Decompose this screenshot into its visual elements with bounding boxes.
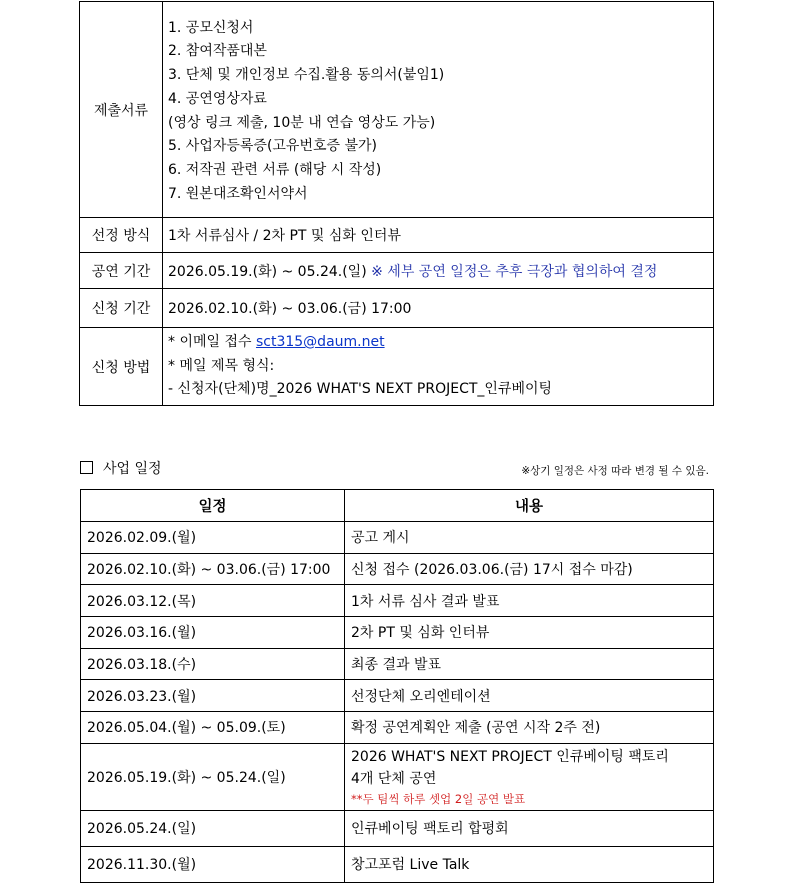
method-row: [80, 328, 714, 406]
method-email-line: [168, 331, 713, 355]
schedule-header-row: [81, 490, 714, 522]
schedule-date: 2026.03.12.(목): [81, 585, 345, 617]
document-item: 4. 공연영상자료: [168, 90, 267, 107]
document-item: 3. 단체 및 개인정보 수집.활용 동의서(붙임1): [168, 67, 445, 84]
info-table: [79, 1, 714, 406]
document-item: 6. 저작권 관련 서류 (해당 시 작성): [168, 161, 382, 178]
schedule-content-line: 4개 단체 공연: [351, 770, 437, 787]
document-item: 1. 공모신청서: [168, 19, 254, 36]
method-cell: [163, 328, 714, 406]
selection-value: 1차 서류심사 / 2차 PT 및 심화 인터뷰: [163, 218, 714, 253]
schedule-table: [80, 489, 714, 883]
content-column-header: 내용: [345, 490, 714, 522]
email-link[interactable]: sct315@daum.net: [255, 333, 385, 350]
schedule-content: 최종 결과 발표: [345, 648, 714, 680]
table-row: [81, 810, 714, 846]
schedule-note: ※상기 일정은 사정 따라 변경 될 수 있음.: [521, 465, 709, 477]
application-period-value: 2026.02.10.(화) ~ 03.06.(금) 17:00: [163, 289, 714, 328]
section-title-text: 사업 일정: [103, 461, 162, 477]
application-period-label: 신청 기간: [80, 289, 163, 328]
table-row: [81, 846, 714, 882]
schedule-content: 선정단체 오리엔테이션: [345, 680, 714, 712]
schedule-content: [345, 743, 714, 810]
table-row: [81, 585, 714, 617]
date-column-header: 일정: [81, 490, 345, 522]
documents-label: 제출서류: [80, 2, 163, 218]
document-item: 2. 참여작품대본: [168, 43, 267, 60]
performance-cell: [163, 253, 714, 289]
document-item: 7. 원본대조확인서약서: [168, 185, 308, 202]
schedule-date: 2026.02.09.(월): [81, 522, 345, 554]
schedule-date: 2026.02.10.(화) ~ 03.06.(금) 17:00: [81, 553, 345, 585]
method-subject-format: - 신청자(단체)명_2026 WHAT'S NEXT PROJECT_인큐베이팅: [168, 381, 553, 398]
document-item: (영상 링크 제출, 10분 내 연습 영상도 가능): [168, 114, 436, 131]
schedule-date: 2026.03.18.(수): [81, 648, 345, 680]
section-title: [80, 458, 162, 478]
documents-row: [80, 2, 714, 218]
performance-label: 공연 기간: [80, 253, 163, 289]
schedule-content: 창고포럼 Live Talk: [345, 846, 714, 882]
method-label: 신청 방법: [80, 328, 163, 406]
table-row: [81, 743, 714, 810]
schedule-content: 2차 PT 및 심화 인터뷰: [345, 617, 714, 649]
performance-row: [80, 253, 714, 289]
selection-label: 선정 방식: [80, 218, 163, 253]
method-subject-line: * 메일 제목 형식:: [168, 357, 275, 374]
document-item: 5. 사업자등록증(고유번호증 불가): [168, 138, 377, 155]
schedule-date: 2026.03.23.(월): [81, 680, 345, 712]
performance-note: ※ 세부 공연 일정은 추후 극장과 협의하여 결정: [371, 263, 658, 280]
table-row: [81, 617, 714, 649]
table-row: [81, 680, 714, 712]
schedule-date: 2026.05.24.(일): [81, 810, 345, 846]
application-period-row: [80, 289, 714, 328]
schedule-date: 2026.11.30.(월): [81, 846, 345, 882]
table-row: [81, 522, 714, 554]
performance-value: 2026.05.19.(화) ~ 05.24.(일): [168, 263, 367, 280]
table-row: [81, 553, 714, 585]
schedule-date: 2026.05.04.(월) ~ 05.09.(토): [81, 712, 345, 744]
schedule-content-line: 2026 WHAT'S NEXT PROJECT 인큐베이팅 팩토리: [351, 748, 669, 765]
table-row: [81, 712, 714, 744]
schedule-content-note: **두 팀씩 하루 셋업 2일 공연 발표: [351, 791, 526, 806]
checkbox-square-icon: [80, 461, 93, 474]
table-row: [81, 648, 714, 680]
schedule-content: 확정 공연계획안 제출 (공연 시작 2주 전): [345, 712, 714, 744]
schedule-content: 인큐베이팅 팩토리 합평회: [345, 810, 714, 846]
schedule-date: 2026.03.16.(월): [81, 617, 345, 649]
schedule-content: 신청 접수 (2026.03.06.(금) 17시 접수 마감): [345, 553, 714, 585]
schedule-content: 공고 게시: [345, 522, 714, 554]
documents-list: [163, 2, 714, 218]
schedule-date: 2026.05.19.(화) ~ 05.24.(일): [81, 743, 345, 810]
method-email-prefix: * 이메일 접수: [168, 333, 256, 350]
schedule-content: 1차 서류 심사 결과 발표: [345, 585, 714, 617]
selection-row: [80, 218, 714, 253]
